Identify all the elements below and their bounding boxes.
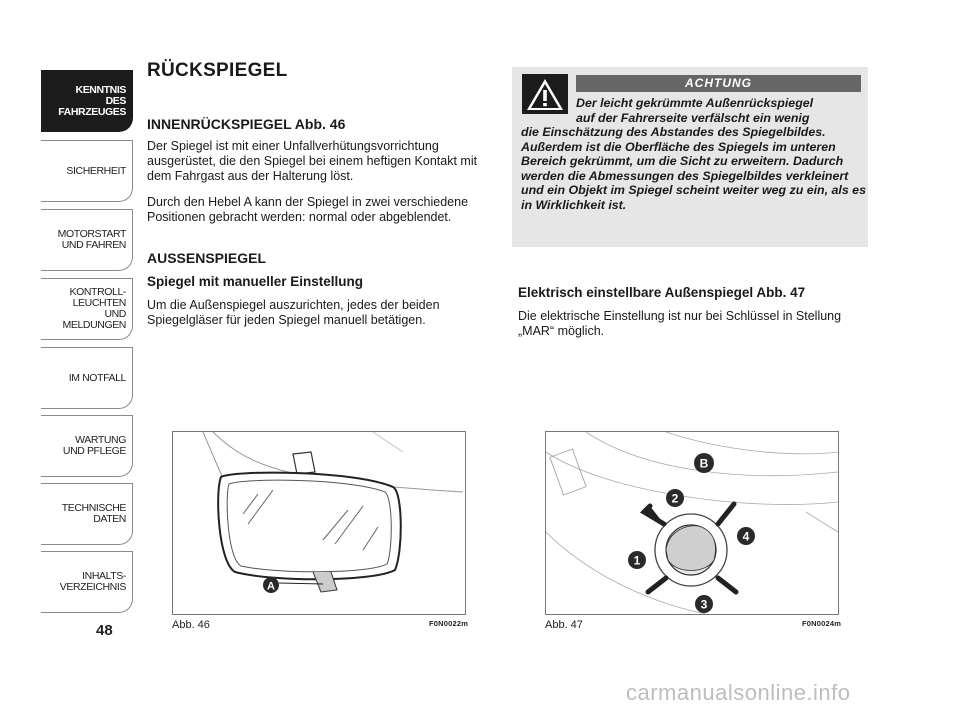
tab-wartung-und-pflege[interactable]: WARTUNG UND PFLEGE xyxy=(41,415,133,477)
tab-sicherheit[interactable]: SICHERHEIT xyxy=(41,140,133,202)
tab-kontrollleuchten-und-meldungen[interactable]: KONTROLL- LEUCHTEN UND MELDUNGEN xyxy=(41,278,133,340)
figure-47-electric-mirror-control xyxy=(545,431,839,615)
control-label-2: 2 xyxy=(671,491,679,506)
subheading-manuelle-einstellung: Spiegel mit manueller Einstellung xyxy=(147,274,364,289)
figure-47-caption: Abb. 47 xyxy=(545,619,583,631)
warning-box xyxy=(512,67,868,247)
page-number: 48 xyxy=(96,622,113,639)
control-label-3: 3 xyxy=(700,597,708,612)
section-heading-innenrueckspiegel: INNENRÜCKSPIEGEL Abb. 46 xyxy=(147,116,346,132)
warning-line-rest: die Einschätzung des Abstandes des Spiegelbildes. Außerdem ist die Oberfläche des Spiegels im unteren Bereich gekrümmt, um die Sicht zu erweitern. Dadurch werden die Abmessungen des Spiegelbildes verkleinert und ein Objekt im Spiegel scheint weiter weg zu ein, als es in Wirklichkeit ist. xyxy=(521,125,866,212)
paragraph-manuelle-einstellung: Um die Außenspiegel auszurichten, jedes der beiden Spiegelgläser für jeden Spiegel manuell betätigen. xyxy=(147,298,440,327)
section-heading-elektrisch: Elektrisch einstellbare Außenspiegel Abb. 47 xyxy=(518,285,806,300)
warning-line-2: auf der Fahrerseite verfälscht ein wenig xyxy=(576,110,810,125)
figure-46-interior-mirror xyxy=(172,431,466,615)
interior-mirror-illustration xyxy=(173,432,465,614)
tab-inhaltsverzeichnis[interactable]: INHALTS- VERZEICHNIS xyxy=(41,551,133,613)
section-heading-aussenspiegel: AUSSENSPIEGEL xyxy=(147,250,267,266)
control-label-1: 1 xyxy=(633,553,641,568)
paragraph-innenrueckspiegel-2: Durch den Hebel A kann der Spiegel in zwei verschiedene Positionen gebracht werden: normal oder abgeblendet. xyxy=(147,195,469,224)
control-label-4: 4 xyxy=(742,529,750,544)
page-title: RÜCKSPIEGEL xyxy=(147,60,288,81)
mirror-control-illustration xyxy=(546,432,838,614)
mirror-label-a: A xyxy=(267,580,275,593)
tab-technische-daten[interactable]: TECHNISCHE DATEN xyxy=(41,483,133,545)
control-label-b: B xyxy=(699,456,709,471)
paragraph-innenrueckspiegel-1: Der Spiegel ist mit einer Unfallverhütungsvorrichtung ausgerüstet, die den Spiegel bei einem heftigen Kontakt mit dem Fahrgast aus der Halterung löst. xyxy=(147,139,478,183)
warning-label: ACHTUNG xyxy=(576,75,861,92)
warning-line-1: Der leicht gekrümmte Außenrückspiegel xyxy=(576,96,814,110)
figure-46-code: F0N0022m xyxy=(429,619,469,628)
tab-kenntnis-des-fahrzeuges[interactable]: KENNTNIS DES FAHRZEUGES xyxy=(41,70,133,132)
paragraph-elektrisch: Die elektrische Einstellung ist nur bei Schlüssel in Stellung „MAR“ möglich. xyxy=(518,309,842,338)
tab-im-notfall[interactable]: IM NOTFALL xyxy=(41,347,133,409)
figure-47-code: F0N0024m xyxy=(802,619,842,628)
watermark: carmanualsonline.info xyxy=(626,680,851,705)
figure-46-caption: Abb. 46 xyxy=(172,619,210,631)
warning-text xyxy=(521,96,866,212)
tab-motorstart-und-fahren[interactable]: MOTORSTART UND FAHREN xyxy=(41,209,133,271)
